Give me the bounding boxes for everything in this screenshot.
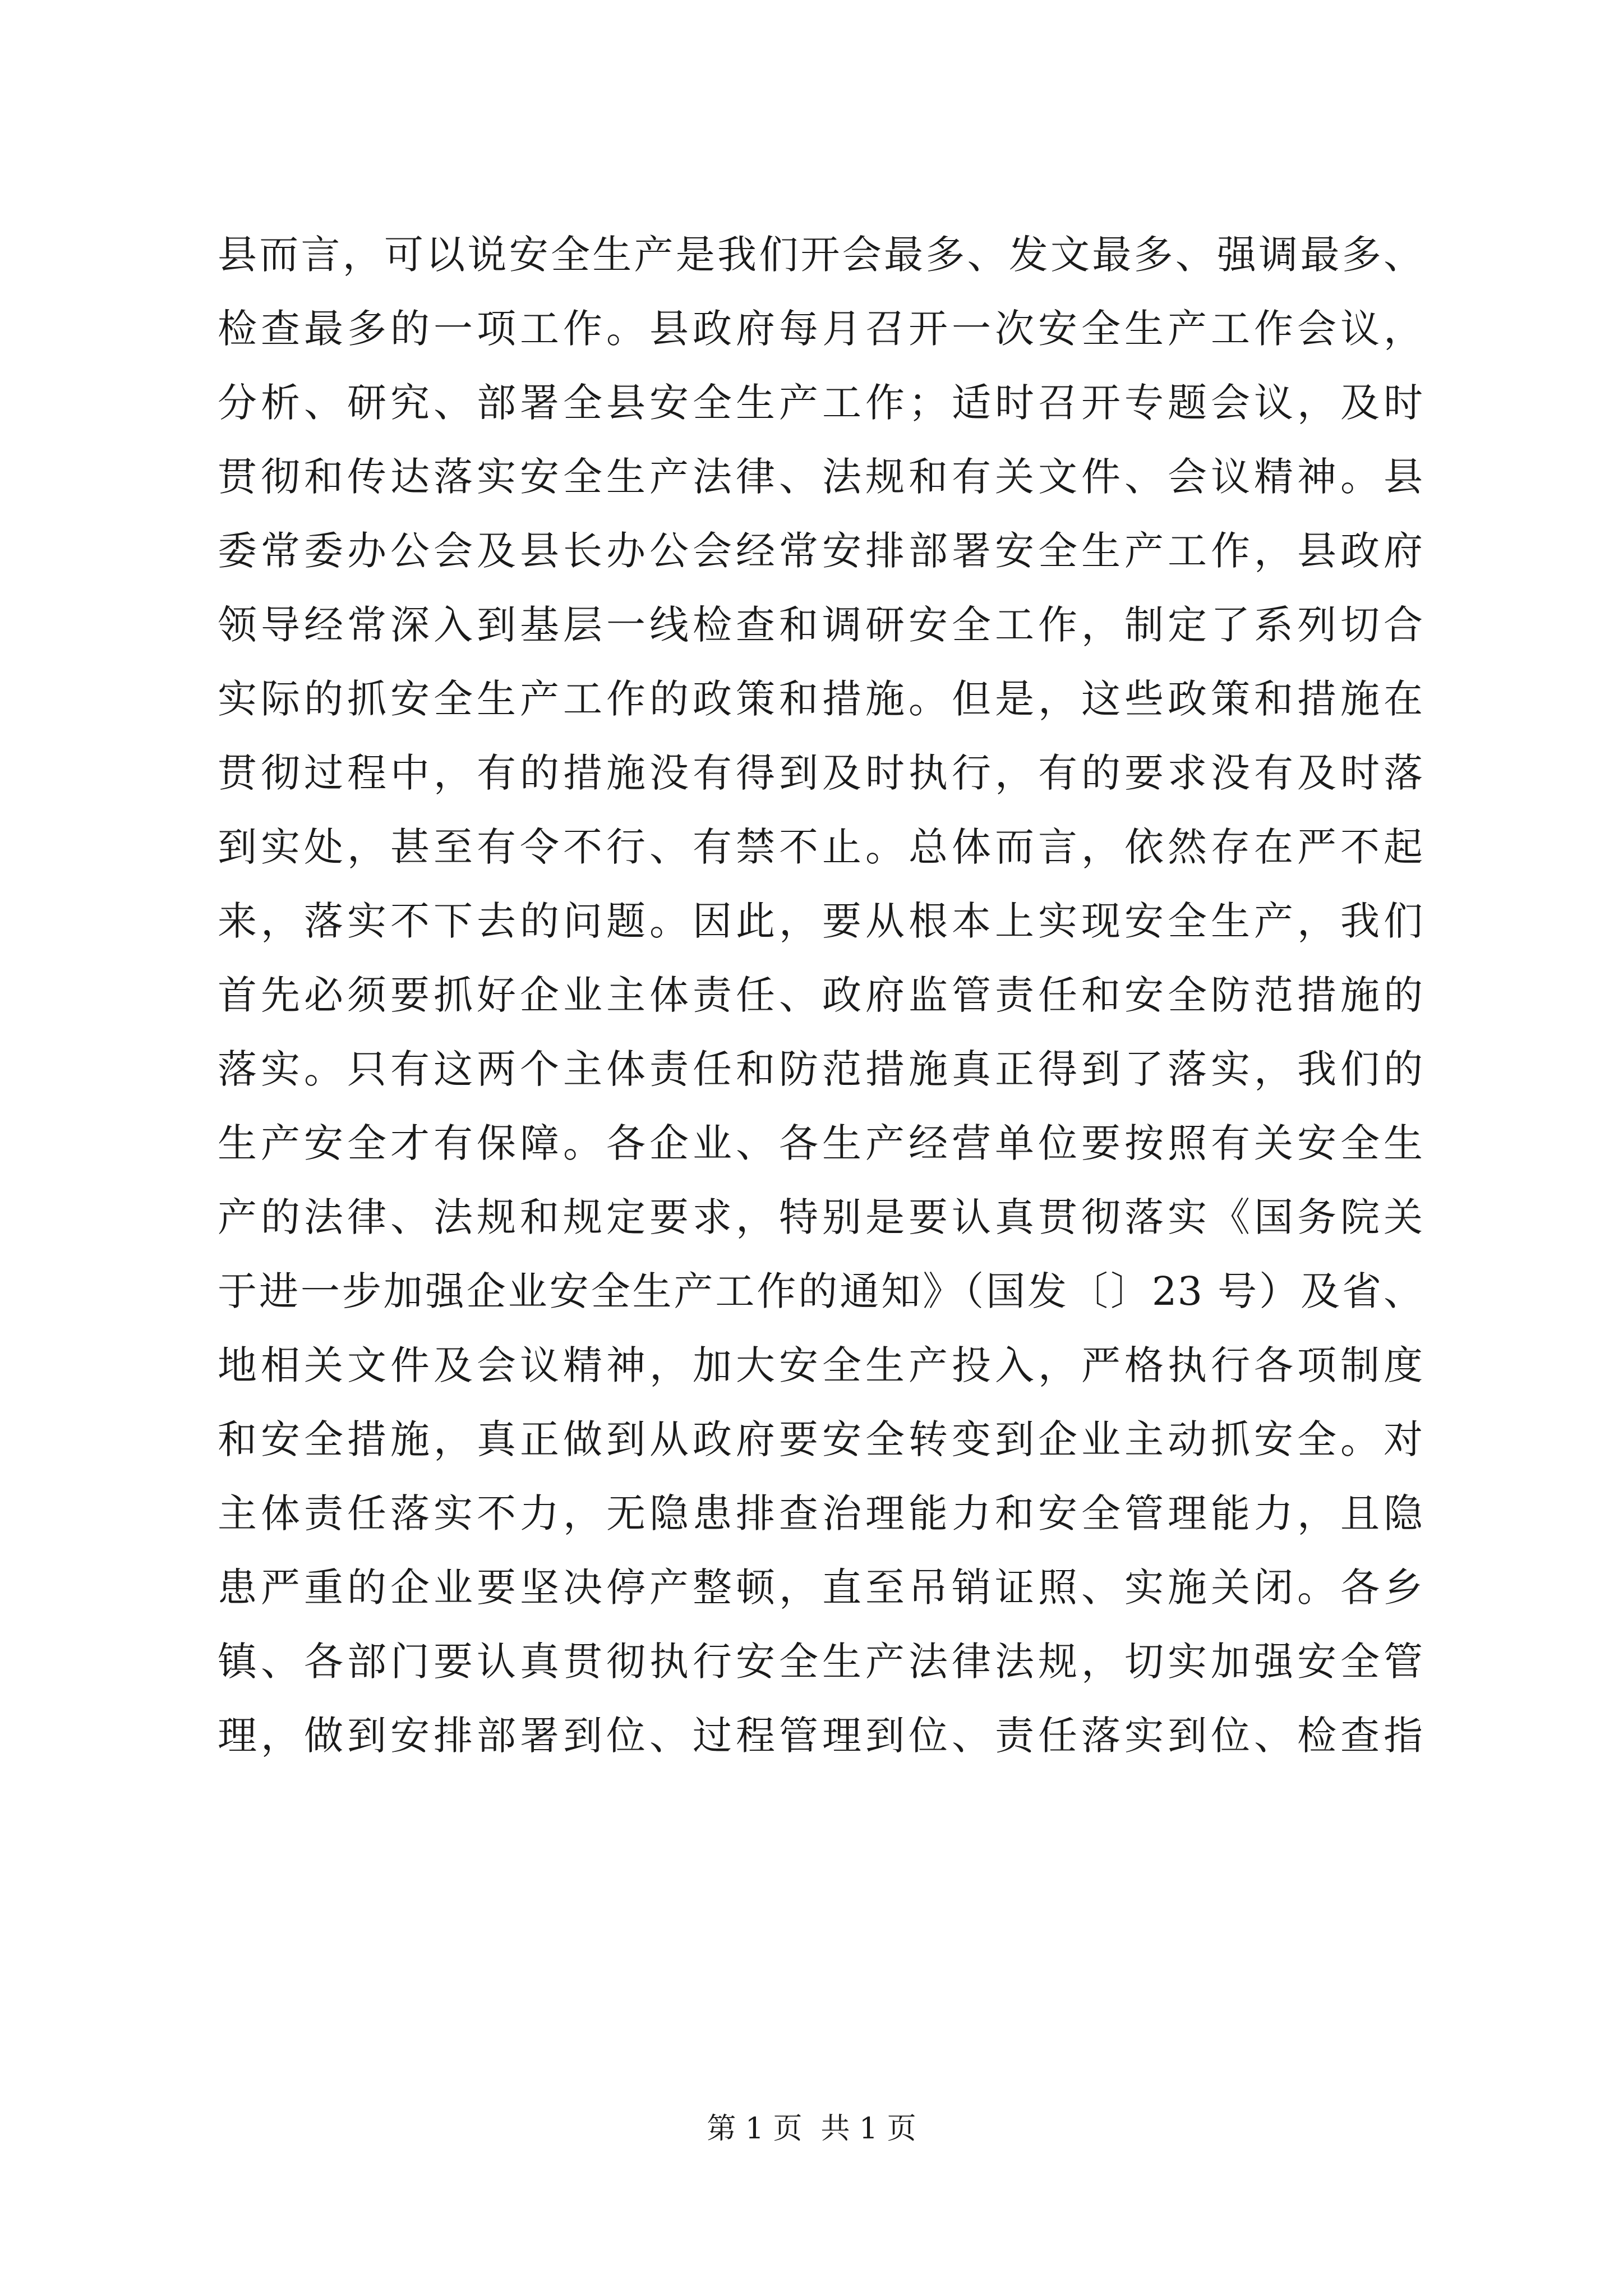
text-line-10: 来，落实不下去的问题。因此，要从根本上实现安全生产，我们 <box>218 898 1423 944</box>
body-text <box>218 218 1423 1773</box>
text-line-6: 领导经常深入到基层一线检查和调研安全工作，制定了系列切合 <box>218 602 1423 648</box>
text-line-3: 分析、研究、部署全县安全生产工作；适时召开专题会议，及时 <box>218 380 1423 426</box>
text-line-13: 生产安全才有保障。各企业、各生产经营单位要按照有关安全生 <box>218 1120 1423 1166</box>
text-line-19: 患严重的企业要坚决停产整顿，直至吊销证照、实施关闭。各乡 <box>218 1565 1423 1611</box>
text-line-9: 到实处，甚至有令不行、有禁不止。总体而言，依然存在严不起 <box>218 824 1423 870</box>
text-line-18: 主体责任落实不力，无隐患排查治理能力和安全管理能力，且隐 <box>218 1490 1423 1536</box>
text-line-5: 委常委办公会及县长办公会经常安排部署安全生产工作，县政府 <box>218 528 1423 574</box>
text-line-16: 地相关文件及会议精神，加大安全生产投入，严格执行各项制度 <box>218 1342 1423 1388</box>
text-line-1: 县而言，可以说安全生产是我们开会最多、发文最多、强调最多、 <box>218 232 1423 278</box>
text-line-8: 贯彻过程中，有的措施没有得到及时执行，有的要求没有及时落 <box>218 750 1423 796</box>
text-line-14: 产的法律、法规和规定要求，特别是要认真贯彻落实《国务院关 <box>218 1194 1423 1240</box>
text-line-15: 于进一步加强企业安全生产工作的通知》（国发〔〕23 号）及省、 <box>218 1268 1423 1314</box>
text-line-7: 实际的抓安全生产工作的政策和措施。但是，这些政策和措施在 <box>218 676 1423 722</box>
text-line-11: 首先必须要抓好企业主体责任、政府监管责任和安全防范措施的 <box>218 972 1423 1018</box>
text-line-17: 和安全措施，真正做到从政府要安全转变到企业主动抓安全。对 <box>218 1416 1423 1462</box>
text-line-21: 理，做到安排部署到位、过程管理到位、责任落实到位、检查指 <box>218 1713 1423 1759</box>
page-footer: 第 1 页 共 1 页 <box>707 2112 916 2146</box>
text-line-4: 贯彻和传达落实安全生产法律、法规和有关文件、会议精神。县 <box>218 454 1423 500</box>
text-line-20: 镇、各部门要认真贯彻执行安全生产法律法规，切实加强安全管 <box>218 1639 1423 1685</box>
text-line-12: 落实。只有这两个主体责任和防范措施真正得到了落实，我们的 <box>218 1046 1423 1092</box>
text-line-2: 检查最多的一项工作。县政府每月召开一次安全生产工作会议， <box>218 306 1423 352</box>
